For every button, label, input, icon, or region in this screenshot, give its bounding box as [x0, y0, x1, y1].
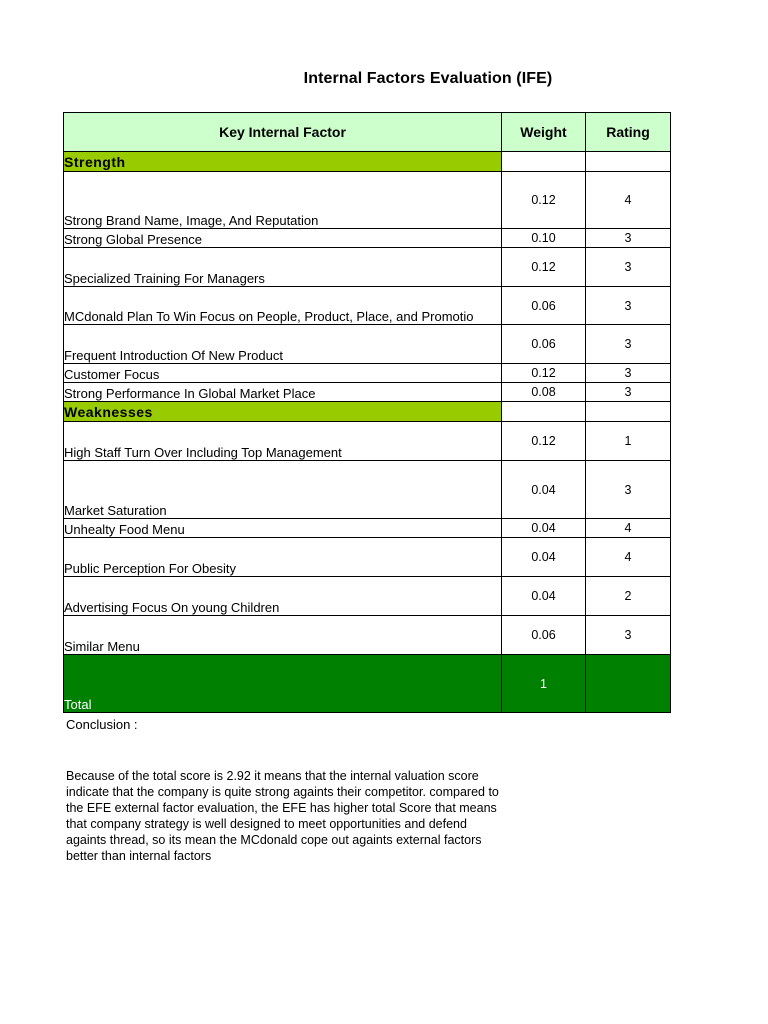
table-row	[64, 383, 671, 402]
table-row	[64, 616, 671, 655]
total-weight: 1	[502, 655, 586, 713]
rating-cell: 3	[586, 287, 671, 325]
total-row	[64, 655, 671, 713]
rating-cell: 4	[586, 519, 671, 538]
weight-cell: 0.04	[502, 461, 586, 519]
table-row	[64, 538, 671, 577]
table-row	[64, 229, 671, 248]
rating-cell: 3	[586, 325, 671, 364]
factor-cell: MCdonald Plan To Win Focus on People, Product, Place, and Promotio	[64, 287, 502, 325]
weight-cell: 0.06	[502, 616, 586, 655]
table-header-row	[64, 113, 671, 152]
table-row	[64, 461, 671, 519]
section-row-weaknesses	[64, 402, 671, 422]
weight-cell: 0.08	[502, 383, 586, 402]
section-row-strength	[64, 152, 671, 172]
factor-cell: Unhealty Food Menu	[64, 519, 502, 538]
section-label-weaknesses: Weaknesses	[64, 402, 502, 422]
factor-cell: Market Saturation	[64, 461, 502, 519]
table-row	[64, 172, 671, 229]
rating-cell: 3	[586, 383, 671, 402]
rating-cell: 4	[586, 172, 671, 229]
table-row	[64, 287, 671, 325]
factor-cell: High Staff Turn Over Including Top Management	[64, 422, 502, 461]
weight-cell: 0.10	[502, 229, 586, 248]
factor-cell: Customer Focus	[64, 364, 502, 383]
factor-cell: Similar Menu	[64, 616, 502, 655]
weight-cell: 0.12	[502, 172, 586, 229]
weight-cell: 0.04	[502, 519, 586, 538]
conclusion-text: Because of the total score is 2.92 it means that the internal valuation score indicate that the company is quite strong againts their competitor. compared to the EFE external factor evaluation, the EFE has higher total Score that means that company strategy is well designed to meet opportunities and defend againts thread, so its mean the MCdonald cope out againts external factors better than internal factors	[66, 769, 499, 863]
weight-cell: 0.12	[502, 422, 586, 461]
rating-cell: 3	[586, 616, 671, 655]
weight-cell: 0.12	[502, 248, 586, 287]
table-row	[64, 364, 671, 383]
weight-cell: 0.04	[502, 577, 586, 616]
rating-cell: 1	[586, 422, 671, 461]
rating-cell: 3	[586, 461, 671, 519]
weight-cell: 0.06	[502, 287, 586, 325]
factor-cell: Frequent Introduction Of New Product	[64, 325, 502, 364]
header-weight: Weight	[502, 113, 586, 152]
table-row	[64, 577, 671, 616]
weight-cell: 0.04	[502, 538, 586, 577]
rating-cell: 4	[586, 538, 671, 577]
weight-cell: 0.06	[502, 325, 586, 364]
ife-table	[63, 112, 671, 713]
header-key-internal-factor: Key Internal Factor	[64, 113, 502, 152]
table-row	[64, 248, 671, 287]
rating-cell: 3	[586, 248, 671, 287]
factor-cell: Public Perception For Obesity	[64, 538, 502, 577]
factor-cell: Strong Global Presence	[64, 229, 502, 248]
factor-cell: Advertising Focus On young Children	[64, 577, 502, 616]
table-row	[64, 519, 671, 538]
table-row	[64, 422, 671, 461]
total-rating	[586, 655, 671, 713]
header-rating: Rating	[586, 113, 671, 152]
weight-cell: 0.12	[502, 364, 586, 383]
factor-cell: Specialized Training For Managers	[64, 248, 502, 287]
table-row	[64, 325, 671, 364]
factor-cell: Strong Brand Name, Image, And Reputation	[64, 172, 502, 229]
total-label: Total	[64, 655, 502, 713]
section-label-strength: Strength	[64, 152, 502, 172]
rating-cell: 3	[586, 364, 671, 383]
factor-cell: Strong Performance In Global Market Place	[64, 383, 502, 402]
conclusion-label: Conclusion :	[66, 717, 138, 732]
rating-cell: 3	[586, 229, 671, 248]
rating-cell: 2	[586, 577, 671, 616]
page-title: Internal Factors Evaluation (IFE)	[303, 70, 553, 87]
